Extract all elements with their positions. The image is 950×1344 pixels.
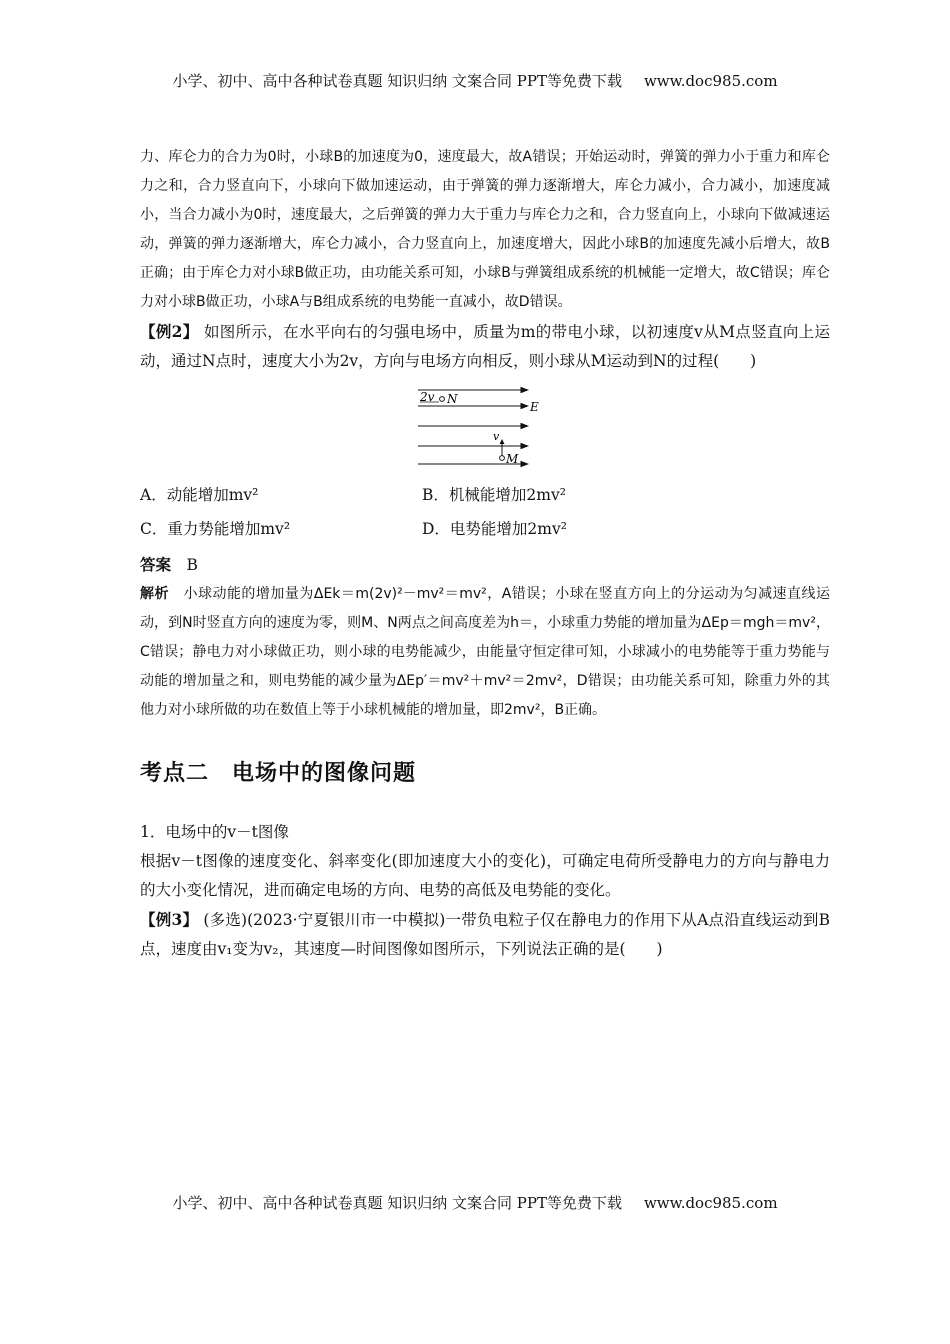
label-v: v — [493, 430, 500, 443]
field-lines-diagram — [410, 384, 550, 470]
option-b[interactable]: B．机械能增加2mv² — [422, 486, 566, 504]
electric-field-figure — [140, 384, 830, 474]
page-content — [140, 143, 830, 964]
option-a[interactable]: A．动能增加mv² — [140, 486, 259, 504]
page-footer — [0, 1192, 950, 1213]
subsection-heading: 1．电场中的v－t图像 — [140, 823, 289, 841]
analysis-label: 解析 — [140, 586, 169, 602]
header-url[interactable]: www.doc985.com — [643, 72, 778, 90]
example-3-question — [140, 905, 830, 964]
analysis-text: 小球动能的增加量为ΔEk＝m(2v)²－mv²＝mv²，A错误；小球在竖直方向上的分运动为匀减速直线运动，到N时竖直方向的速度为零，则M、N两点之间高度差为h＝，小球重力势能的增加量为ΔEp＝mgh＝mv²，C错误；静电力对小球做正功，则小球的电势能减少，由能量守恒定律可知，小球减小的电势能等于重力势能与动能的增加量之和，则电势能的减少量为ΔEp′＝mv²＋mv²＝2mv²，D错误；由功能关系可知，除重力外的其他力对小球所做的功在数值上等于小球机械能的增加量，即2mv²，B正确。 — [140, 586, 831, 718]
ball-at-M — [500, 456, 505, 461]
label-2v: 2v — [420, 390, 435, 404]
example-3-label: 【例3】 — [140, 910, 199, 929]
footer-text: 小学、初中、高中各种试卷真题 知识归纳 文案合同 PPT等免费下载 — [172, 1194, 622, 1212]
page-header — [0, 70, 950, 91]
velocity-arrowhead-v — [500, 439, 505, 444]
example-2-answer — [140, 550, 830, 580]
example-2-analysis — [140, 580, 830, 725]
example-2-text: 如图所示，在水平向右的匀强电场中，质量为m的带电小球，以初速度v从M点竖直向上运动，通过N点时，速度大小为2v，方向与电场方向相反，则小球从M运动到N的过程( ) — [140, 323, 831, 370]
example-2-question — [140, 317, 830, 376]
example-3-text: (多选)(2023·宁夏银川市一中模拟)一带负电粒子仅在静电力的作用下从A点沿直线运动到B点，速度由v₁变为v₂，其速度—时间图像如图所示，下列说法正确的是( ) — [140, 911, 830, 958]
option-c[interactable]: C．重力势能增加mv² — [140, 520, 291, 538]
label-E: E — [530, 400, 539, 414]
answer-label: 答案 — [140, 555, 172, 574]
answer-value: B — [186, 556, 198, 574]
subsection-text: 根据v－t图像的速度变化、斜率变化(即加速度大小的变化)，可确定电荷所受静电力的方向与静电力的大小变化情况，进而确定电场的方向、电势的高低及电势能的变化。 — [140, 852, 830, 899]
section-title: 考点二 电场中的图像问题 — [140, 761, 417, 786]
footer-url[interactable]: www.doc985.com — [643, 1194, 778, 1212]
label-M: M — [506, 452, 519, 466]
example-2-label: 【例2】 — [140, 322, 199, 341]
example-2-options — [140, 478, 830, 546]
ball-at-N — [440, 397, 445, 402]
previous-solution: 力、库仑力的合力为0时，小球B的加速度为0，速度最大，故A错误；开始运动时，弹簧的弹力小于重力和库仑力之和，合力竖直向下，小球向下做加速运动，由于弹簧的弹力逐渐增大，库仑力减小，合力减小，加速度减小，当合力减小为0时，速度最大，之后弹簧的弹力大于重力与库仑力之和，合力竖直向上，小球向下做减速运动，弹簧的弹力逐渐增大，库仑力减小，合力竖直向上，加速度增大，因此小球B的加速度先减小后增大，故B正确；由于库仑力对小球B做正功，由功能关系可知，小球B与弹簧组成系统的机械能一定增大，故C错误；库仑力对小球B做正功，小球A与B组成系统的电势能一直减小，故D错误。 — [140, 149, 830, 310]
label-N: N — [447, 392, 458, 406]
header-text: 小学、初中、高中各种试卷真题 知识归纳 文案合同 PPT等免费下载 — [172, 72, 622, 90]
option-d[interactable]: D．电势能增加2mv² — [422, 520, 567, 538]
